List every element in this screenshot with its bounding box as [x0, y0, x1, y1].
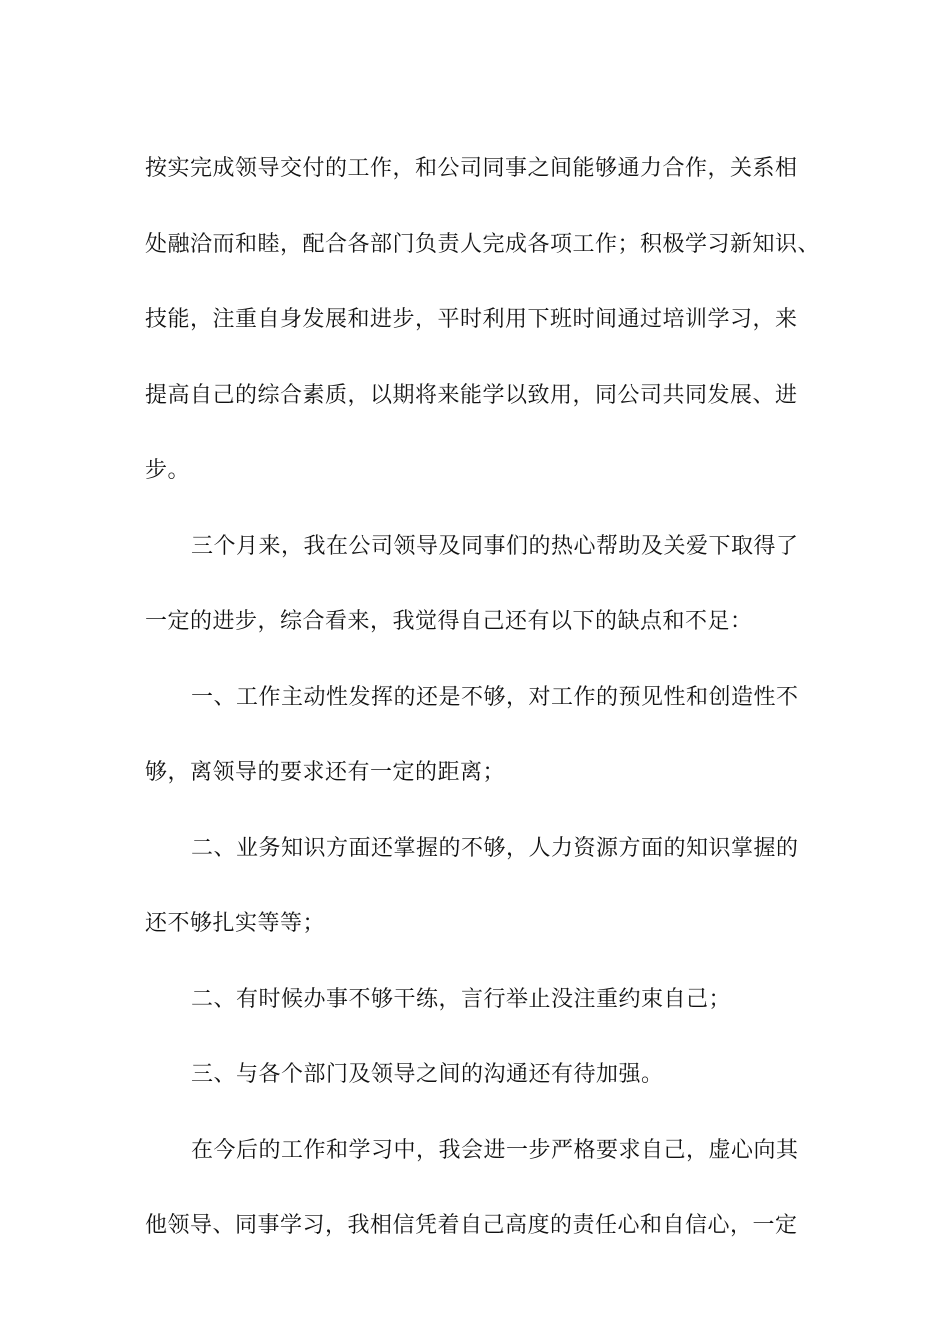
document-body	[145, 131, 821, 1264]
text-line: 还不够扎实等等；	[145, 911, 326, 936]
text-line: 步。	[145, 458, 191, 483]
text-line: 一、工作主动性发挥的还是不够，对工作的预见性和创造性不	[191, 684, 799, 710]
text-line: 处融洽而和睦，配合各部门负责人完成各项工作；积极学习新知识、	[145, 231, 821, 257]
text-line: 够，离领导的要求还有一定的距离；	[145, 760, 506, 785]
text-line: 技能，注重自身发展和进步，平时利用下班时间通过培训学习，来	[145, 307, 798, 332]
text-line: 三个月来，我在公司领导及同事们的热心帮助及关爱下取得了	[191, 533, 799, 559]
text-line: 二、业务知识方面还掌握的不够，人力资源方面的知识掌握的	[191, 835, 799, 861]
text-line: 三、与各个部门及领导之间的沟通还有待加强。	[191, 1062, 664, 1087]
text-line: 按实完成领导交付的工作，和公司同事之间能够通力合作，关系相	[145, 156, 798, 181]
text-line: 在今后的工作和学习中，我会进一步严格要求自己，虚心向其	[191, 1137, 799, 1163]
text-line: 二、有时候办事不够干练，言行举止没注重约束自己；	[191, 986, 732, 1012]
text-line: 提高自己的综合素质，以期将来能学以致用，同公司共同发展、进	[145, 382, 798, 408]
text-line: 一定的进步，综合看来，我觉得自己还有以下的缺点和不足：	[145, 609, 753, 634]
text-line: 他领导、同事学习，我相信凭着自己高度的责任心和自信心，一定	[145, 1213, 798, 1238]
